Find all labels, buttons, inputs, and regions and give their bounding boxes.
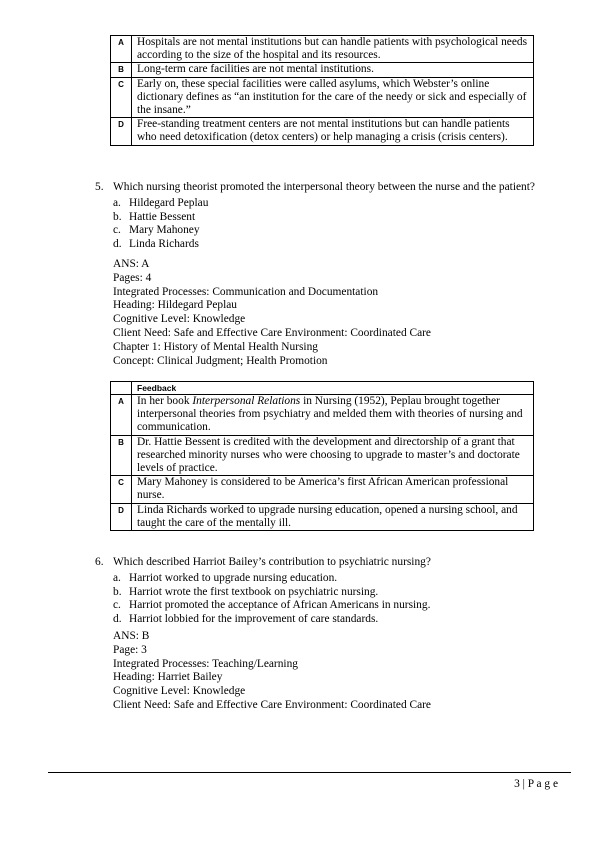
page-reference: Page: 3 — [113, 643, 147, 656]
option-letter: b. — [113, 210, 122, 223]
feedback-row-d — [111, 118, 534, 145]
heading: Heading: Hildegard Peplau — [113, 299, 237, 312]
question-number: 6. — [95, 556, 104, 568]
option-d — [113, 613, 580, 627]
feedback-row-b — [111, 435, 534, 476]
option-letter: a. — [113, 196, 121, 209]
feedback-key: A — [111, 395, 132, 436]
option-text: Mary Mahoney — [129, 224, 200, 237]
client-need: Client Need: Safe and Effective Care Environment: Coordinated Care — [113, 698, 431, 711]
page-number: 3 | P a g e — [514, 778, 558, 790]
question-number: 5. — [95, 181, 104, 193]
feedback-text: Linda Richards worked to upgrade nursing education, opened a nursing school, and taught the care of the mentally ill. — [132, 503, 534, 530]
option-c — [113, 224, 580, 238]
chapter: Chapter 1: History of Mental Health Nursing — [113, 340, 318, 353]
option-text: Hildegard Peplau — [129, 196, 209, 209]
feedback-row-c — [111, 77, 534, 118]
feedback-key: C — [111, 77, 132, 118]
option-text: Linda Richards — [129, 238, 199, 251]
heading: Heading: Harriet Bailey — [113, 671, 223, 684]
question-stem: Which described Harriot Bailey’s contribution to psychiatric nursing? — [113, 556, 431, 568]
feedback-table-q5 — [110, 381, 534, 531]
question-6 — [95, 556, 580, 627]
option-letter: b. — [113, 585, 122, 598]
option-text: Hattie Bessent — [129, 210, 196, 223]
question-5-metadata — [113, 258, 431, 368]
feedback-key: D — [111, 118, 132, 145]
feedback-text: Free-standing treatment centers are not mental institutions but can handle patients who need detoxification (detox centers) or help managing a crisis (crisis centers). — [132, 118, 534, 145]
feedback-key-blank — [111, 382, 132, 395]
feedback-row-a — [111, 395, 534, 436]
integrated-processes: Integrated Processes: Teaching/Learning — [113, 657, 298, 670]
client-need: Client Need: Safe and Effective Care Environment: Coordinated Care — [113, 326, 431, 339]
feedback-row-b — [111, 63, 534, 77]
feedback-key: D — [111, 503, 132, 530]
cognitive-level: Cognitive Level: Knowledge — [113, 685, 246, 698]
feedback-text: In her book Interpersonal Relations in Nursing (1952), Peplau brought together interpersonal theories from psychiatry and melded them with theories of nursing and communication. — [132, 395, 534, 436]
option-a — [113, 197, 580, 211]
answer-key: ANS: B — [113, 630, 150, 642]
answer-options — [113, 572, 580, 627]
option-letter: a. — [113, 571, 121, 584]
feedback-header-row — [111, 382, 534, 395]
option-c — [113, 599, 580, 613]
feedback-key: B — [111, 435, 132, 476]
feedback-row-a — [111, 36, 534, 63]
option-letter: d. — [113, 613, 122, 626]
footer-divider — [48, 772, 571, 773]
feedback-key: A — [111, 36, 132, 63]
feedback-text: Early on, these special facilities were called asylums, which Webster’s online dictionary defines as “an institution for the care of the needy or sick and especially of the insane.” — [132, 77, 534, 118]
cognitive-level: Cognitive Level: Knowledge — [113, 313, 246, 326]
question-stem: Which nursing theorist promoted the interpersonal theory between the nurse and the patient? — [113, 181, 535, 193]
option-letter: c. — [113, 224, 121, 237]
option-text: Harriot promoted the acceptance of African Americans in nursing. — [129, 599, 431, 612]
answer-options — [113, 197, 580, 252]
feedback-table-q4 — [110, 35, 534, 146]
question-5 — [95, 181, 580, 252]
option-d — [113, 238, 580, 252]
answer-key: ANS: A — [113, 258, 150, 270]
feedback-row-d — [111, 503, 534, 530]
option-text: Harriot lobbied for the improvement of care standards. — [129, 613, 379, 626]
option-letter: d. — [113, 238, 122, 251]
option-text: Harriot wrote the first textbook on psychiatric nursing. — [129, 585, 379, 598]
feedback-key: C — [111, 476, 132, 503]
feedback-text: Long-term care facilities are not mental institutions. — [132, 63, 534, 77]
feedback-header: Feedback — [132, 382, 534, 395]
feedback-text: Dr. Hattie Bessent is credited with the development and directorship of a grant that researched minority nurses who were choosing to upgrade to master’s and doctorate levels of practice. — [132, 435, 534, 476]
concept: Concept: Clinical Judgment; Health Promotion — [113, 354, 328, 367]
option-letter: c. — [113, 599, 121, 612]
integrated-processes: Integrated Processes: Communication and Documentation — [113, 285, 379, 298]
feedback-text: Hospitals are not mental institutions but can handle patients with psychological needs according to the size of the hospital and its resources. — [132, 36, 534, 63]
feedback-text: Mary Mahoney is considered to be America’s first African American professional nurse. — [132, 476, 534, 503]
option-a — [113, 572, 580, 586]
option-b — [113, 586, 580, 600]
feedback-key: B — [111, 63, 132, 77]
option-b — [113, 211, 580, 225]
option-text: Harriot worked to upgrade nursing education. — [129, 571, 338, 584]
feedback-row-c — [111, 476, 534, 503]
page-reference: Pages: 4 — [113, 271, 152, 284]
question-6-metadata — [113, 630, 431, 713]
